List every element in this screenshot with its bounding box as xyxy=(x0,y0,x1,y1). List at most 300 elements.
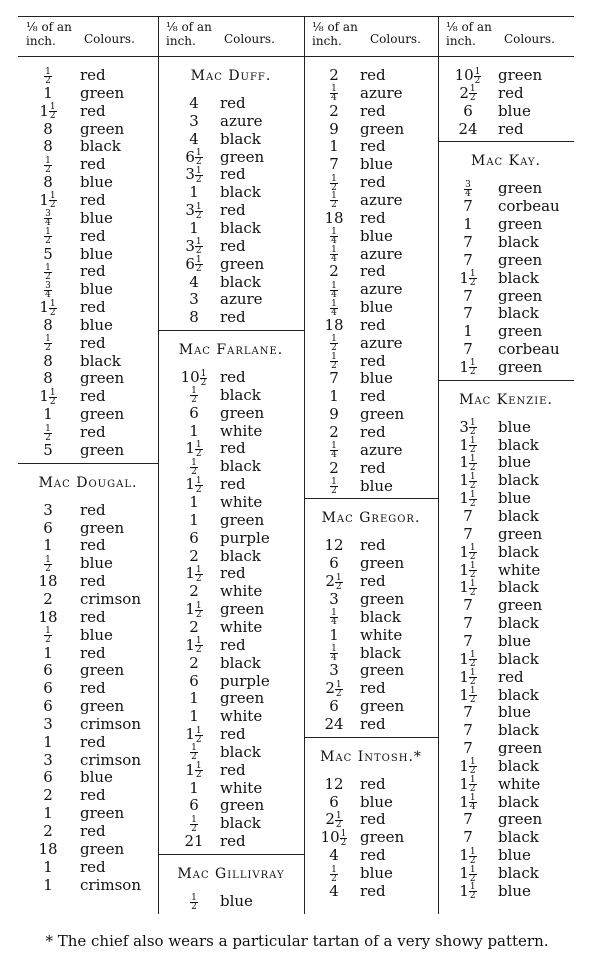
colour: black xyxy=(498,685,539,704)
quantity: 7 xyxy=(463,232,473,251)
tartan-row xyxy=(158,892,304,910)
tartan-row xyxy=(438,179,574,197)
clan-heading: Mac Gregor. xyxy=(321,510,421,527)
quantity xyxy=(312,608,356,627)
colour: black xyxy=(220,272,261,291)
tartan-row xyxy=(18,137,158,155)
tartan-row xyxy=(438,358,574,376)
tartan-row xyxy=(304,405,438,423)
fraction: $\frac{1}{2}$ xyxy=(45,227,51,247)
quantity: 1 $\frac{1}{2}$ xyxy=(459,667,476,688)
quantity xyxy=(172,814,216,833)
quantity: 1 xyxy=(463,322,473,341)
quantity: 9 xyxy=(329,405,339,424)
tartan-row xyxy=(438,102,574,120)
colour: red xyxy=(220,165,246,184)
quantity: 1 $\frac{1}{2}$ xyxy=(459,489,476,509)
colour: black xyxy=(220,742,261,761)
fraction: $\frac{1}{4}$ xyxy=(331,298,337,318)
tartan-row xyxy=(158,183,304,201)
quantity: 1 xyxy=(43,875,53,894)
colour: green xyxy=(220,510,265,529)
tartan-row xyxy=(18,519,158,537)
clan-heading: Mac Kay. xyxy=(471,153,541,170)
colour: red xyxy=(498,119,524,138)
quantity xyxy=(26,626,70,645)
tartan-row xyxy=(158,672,304,690)
quantity xyxy=(26,227,70,246)
tartan-row xyxy=(438,120,574,138)
tartan-row xyxy=(438,703,574,721)
quantity xyxy=(26,334,70,353)
fraction: $\frac{1}{2}$ xyxy=(45,262,51,282)
colour: green xyxy=(498,810,543,829)
colour: red xyxy=(360,810,386,829)
tartan-row xyxy=(18,501,158,519)
tartan-row xyxy=(18,786,158,804)
quantity: 2 xyxy=(189,653,199,672)
colour: azure xyxy=(220,290,263,309)
colour: purple xyxy=(220,528,270,547)
tartan-row xyxy=(304,590,438,608)
quantity: 2 xyxy=(329,423,339,441)
tartan-row xyxy=(18,697,158,715)
quantity: 1 $\frac{1}{2}$ xyxy=(459,578,476,598)
quantity: 10 $\frac{1}{2}$ xyxy=(454,66,481,86)
colour: red xyxy=(360,66,386,84)
tartan-row xyxy=(18,316,158,334)
tartan-row xyxy=(158,636,304,654)
tartan-row xyxy=(438,721,574,739)
quantity: 2 $\frac{1}{2}$ xyxy=(325,810,342,830)
colour: white xyxy=(498,774,541,793)
quantity: 6 xyxy=(463,101,473,120)
fraction: $\frac{1}{2}$ xyxy=(195,636,202,656)
colour: black xyxy=(220,457,261,476)
quantity: 1 xyxy=(189,183,199,202)
quantity: 1 $\frac{1}{2}$ xyxy=(459,268,476,289)
quantity: 6 xyxy=(329,697,339,716)
quantity: 4 xyxy=(189,272,199,291)
quantity: 4 xyxy=(189,94,199,112)
tartan-row xyxy=(438,793,574,811)
tartan-row xyxy=(304,262,438,280)
quantity: 6 $\frac{1}{2}$ xyxy=(185,147,202,168)
quantity: 7 xyxy=(463,614,473,633)
quantity: 7 xyxy=(463,828,473,847)
colour: red xyxy=(220,564,246,583)
tartan-row xyxy=(158,689,304,707)
quantity: 2 xyxy=(43,786,53,805)
colour: green xyxy=(360,589,405,608)
quantity: 1 xyxy=(463,215,473,234)
colour: red xyxy=(360,423,386,441)
tartan-row xyxy=(18,715,158,733)
fraction: $\frac{1}{2}$ xyxy=(49,298,56,318)
tartan-row xyxy=(304,369,438,387)
tartan-row xyxy=(158,564,304,582)
fraction: $\frac{1}{2}$ xyxy=(49,191,56,211)
quantity: 1 $\frac{1}{2}$ xyxy=(185,725,202,745)
tartan-row xyxy=(304,477,438,495)
tartan-row xyxy=(304,209,438,227)
section-rule xyxy=(158,854,304,855)
quantity xyxy=(312,334,356,353)
quantity: 7 xyxy=(463,596,473,615)
quantity xyxy=(26,280,70,299)
tartan-row xyxy=(158,707,304,725)
quantity: 3 $\frac{1}{2}$ xyxy=(459,417,476,438)
colour: azure xyxy=(360,83,403,102)
fraction: $\frac{3}{4}$ xyxy=(45,280,51,300)
fraction: $\frac{1}{2}$ xyxy=(195,761,202,781)
quantity: 6 xyxy=(189,671,199,690)
tartan-row xyxy=(18,209,158,227)
tartan-row xyxy=(438,632,574,650)
colour: blue xyxy=(80,208,113,227)
quantity xyxy=(312,644,356,663)
tartan-row xyxy=(304,280,438,298)
fraction: $\frac{1}{2}$ xyxy=(45,626,51,646)
fraction: $\frac{1}{2}$ xyxy=(331,352,337,372)
tartan-row xyxy=(18,822,158,840)
tartan-row xyxy=(304,536,438,554)
quantity: 1 $\frac{1}{4}$ xyxy=(459,792,476,813)
fraction: $\frac{1}{2}$ xyxy=(331,191,337,211)
fraction: $\frac{1}{4}$ xyxy=(331,608,337,628)
colour: blue xyxy=(80,768,113,787)
tartan-row xyxy=(158,618,304,636)
colour: green xyxy=(80,83,125,102)
colour: green xyxy=(498,596,543,615)
quantity: 1 $\frac{1}{2}$ xyxy=(39,101,56,122)
colour: azure xyxy=(360,190,403,209)
fraction: $\frac{1}{2}$ xyxy=(469,453,476,473)
colour: azure xyxy=(360,440,403,459)
colour: red xyxy=(498,83,524,102)
colour: red xyxy=(220,368,246,387)
tartan-row xyxy=(304,173,438,191)
fraction: $\frac{1}{2}$ xyxy=(469,489,476,509)
quantity: 1 xyxy=(189,218,199,237)
colour: red xyxy=(360,774,386,793)
colour: white xyxy=(220,582,263,601)
colour: blue xyxy=(360,864,393,882)
tartan-row xyxy=(304,423,438,441)
colour: red xyxy=(220,725,246,744)
column-1 xyxy=(18,8,158,914)
quantity: 3 xyxy=(329,661,339,680)
colour: blue xyxy=(498,101,531,120)
fraction: $\frac{1}{2}$ xyxy=(191,386,197,406)
quantity: 3 $\frac{1}{2}$ xyxy=(185,201,202,221)
colour: blue xyxy=(498,846,531,865)
fraction: $\frac{1}{4}$ xyxy=(331,280,337,300)
quantity: 2 xyxy=(43,589,53,608)
tartan-row xyxy=(18,334,158,352)
quantity xyxy=(26,209,70,228)
colour: blue xyxy=(360,226,393,245)
tartan-row xyxy=(158,201,304,219)
fraction: $\frac{1}{2}$ xyxy=(191,892,197,912)
fraction: $\frac{1}{2}$ xyxy=(469,686,476,705)
header-rule xyxy=(304,56,438,57)
quantity xyxy=(312,191,356,210)
section-rule xyxy=(158,330,304,331)
tartan-row xyxy=(18,572,158,590)
colours-header: Colours. xyxy=(504,32,555,46)
quantity: 3 xyxy=(43,714,53,733)
column-header xyxy=(438,20,574,60)
quantity: 1 $\frac{1}{2}$ xyxy=(39,298,56,318)
tartan-row xyxy=(304,84,438,102)
quantity: 7 xyxy=(463,721,473,740)
section-rule xyxy=(304,498,438,499)
column-header xyxy=(304,20,438,60)
quantity: 6 xyxy=(43,697,53,716)
quantity: 18 xyxy=(38,572,58,591)
fraction: $\frac{1}{2}$ xyxy=(45,423,51,443)
tartan-row xyxy=(18,369,158,387)
quantity: 1 $\frac{1}{2}$ xyxy=(185,439,202,459)
quantity: 3 xyxy=(43,750,53,769)
quantity: 1 xyxy=(43,405,53,424)
fraction: $\frac{1}{2}$ xyxy=(195,600,202,620)
tartan-row xyxy=(304,608,438,626)
colour: black xyxy=(498,756,539,775)
quantity: 1 $\frac{1}{2}$ xyxy=(459,864,476,884)
quantity: 1 xyxy=(189,493,199,511)
tartan-row xyxy=(304,352,438,370)
colour: green xyxy=(220,403,265,422)
colour: blue xyxy=(498,631,531,650)
fraction: $\frac{1}{2}$ xyxy=(331,334,337,354)
quantity: 6 xyxy=(189,403,199,422)
tartan-row xyxy=(158,654,304,672)
fraction: $\frac{1}{4}$ xyxy=(331,84,337,104)
quantity: 3 xyxy=(43,500,53,519)
colour: green xyxy=(220,254,265,273)
colour: red xyxy=(220,635,246,654)
tartan-row xyxy=(304,661,438,679)
quantity: 1 $\frac{1}{2}$ xyxy=(459,881,476,902)
tartan-row xyxy=(438,251,574,269)
quantity xyxy=(312,864,356,883)
colour: red xyxy=(360,262,386,281)
colour: blue xyxy=(498,881,531,900)
colour: black xyxy=(498,471,539,490)
tartan-row xyxy=(18,590,158,608)
column-4 xyxy=(438,8,574,914)
quantity: 1 $\frac{1}{2}$ xyxy=(459,471,476,491)
fraction: $\frac{1}{2}$ xyxy=(195,725,202,745)
colour: green xyxy=(80,119,125,138)
fraction: $\frac{1}{4}$ xyxy=(331,227,337,247)
quantity: 24 xyxy=(324,714,344,733)
quantity: 1 xyxy=(43,804,53,823)
tartan-row xyxy=(304,846,438,864)
tartan-row xyxy=(304,810,438,828)
quantity: 8 xyxy=(43,315,53,334)
tartan-row xyxy=(18,536,158,554)
quantity: 7 xyxy=(329,369,339,388)
fraction: $\frac{1}{2}$ xyxy=(469,650,476,670)
colour: green xyxy=(80,697,125,716)
colour: black xyxy=(220,385,261,404)
colour: green xyxy=(498,322,543,341)
quantity: 2 xyxy=(189,546,199,565)
tartan-row xyxy=(438,418,574,436)
tartan-row xyxy=(18,858,158,876)
quantity: 24 xyxy=(458,119,478,138)
quantity: 1 $\frac{1}{2}$ xyxy=(459,357,476,378)
colour: black xyxy=(498,232,539,251)
quantity: 8 xyxy=(43,137,53,156)
colour: black xyxy=(498,268,539,287)
tartan-row xyxy=(18,227,158,245)
quantity: 1 $\frac{1}{2}$ xyxy=(185,600,202,620)
colour: red xyxy=(80,262,106,281)
tartan-row xyxy=(304,793,438,811)
tartan-row xyxy=(438,287,574,305)
fraction: $\frac{1}{2}$ xyxy=(469,775,476,795)
colour: red xyxy=(360,137,386,156)
quantity: 4 xyxy=(329,881,339,900)
colour: red xyxy=(360,208,386,227)
quantity: 5 xyxy=(43,440,53,459)
tartan-row xyxy=(304,191,438,209)
fraction: $\frac{1}{2}$ xyxy=(335,679,342,699)
quantity: 2 xyxy=(189,582,199,601)
tartan-row xyxy=(304,775,438,793)
quantity: 2 xyxy=(329,101,339,120)
tartan-row xyxy=(18,173,158,191)
tartan-row xyxy=(304,298,438,316)
tartan-row xyxy=(158,475,304,493)
quantity: 7 xyxy=(463,304,473,323)
quantity: 7 xyxy=(463,507,473,525)
colour: red xyxy=(80,643,106,662)
tartan-row xyxy=(158,273,304,291)
colour: green xyxy=(80,804,125,823)
tartan-row xyxy=(438,304,574,322)
tartan-row xyxy=(18,751,158,769)
inch-header: ⅛ of an inch. xyxy=(26,20,72,48)
tartan-row xyxy=(158,308,304,326)
tartan-row xyxy=(158,130,304,148)
colour: white xyxy=(220,778,263,797)
tartan-row xyxy=(158,796,304,814)
tartan-row xyxy=(18,626,158,644)
colour: blue xyxy=(80,173,113,192)
quantity: 1 $\frac{1}{2}$ xyxy=(39,387,56,407)
colour: black xyxy=(80,351,121,370)
tartan-row xyxy=(18,155,158,173)
colour: black xyxy=(498,721,539,740)
quantity: 18 xyxy=(324,208,344,227)
tartan-row xyxy=(18,102,158,120)
colour: green xyxy=(80,518,125,537)
column-header xyxy=(158,20,304,60)
colour: red xyxy=(220,832,246,851)
colour: green xyxy=(360,554,405,573)
tartan-row xyxy=(438,614,574,632)
colour: red xyxy=(360,846,386,865)
colour: red xyxy=(80,857,106,876)
colour: corbeau xyxy=(498,340,560,359)
quantity: 3 xyxy=(329,589,339,608)
quantity: 2 $\frac{1}{2}$ xyxy=(325,679,342,699)
tartan-row xyxy=(304,554,438,572)
fraction: $\frac{1}{2}$ xyxy=(331,173,337,193)
tartan-row xyxy=(158,112,304,130)
quantity: 2 $\frac{1}{2}$ xyxy=(325,572,342,592)
colour: corbeau xyxy=(498,197,560,216)
colour: purple xyxy=(220,671,270,690)
colour: crimson xyxy=(80,750,141,769)
colour: green xyxy=(498,524,543,543)
quantity: 1 xyxy=(189,689,199,708)
quantity: 1 xyxy=(43,857,53,876)
quantity: 7 xyxy=(463,286,473,305)
colour: red xyxy=(80,155,106,174)
quantity: 3 xyxy=(189,290,199,309)
fraction: $\frac{1}{2}$ xyxy=(469,561,476,581)
clan-heading: Mac Farlane. xyxy=(178,342,284,359)
fraction: $\frac{1}{2}$ xyxy=(195,148,202,168)
fraction: $\frac{1}{2}$ xyxy=(45,66,51,86)
colour: green xyxy=(360,119,405,138)
colour: red xyxy=(220,236,246,255)
quantity: 21 xyxy=(184,832,204,851)
fraction: $\frac{1}{2}$ xyxy=(469,436,476,456)
tartan-row xyxy=(304,644,438,662)
quantity: 7 xyxy=(463,524,473,543)
tartan-row xyxy=(158,457,304,475)
tartan-table xyxy=(18,8,574,914)
quantity xyxy=(172,892,216,911)
tartan-row xyxy=(438,775,574,793)
colour: red xyxy=(80,822,106,840)
quantity: 4 xyxy=(189,129,199,148)
tartan-row xyxy=(158,290,304,308)
quantity: 8 xyxy=(43,351,53,370)
quantity: 1 $\frac{1}{2}$ xyxy=(459,685,476,705)
quantity: 18 xyxy=(38,839,58,858)
quantity: 1 xyxy=(43,732,53,751)
colour: red xyxy=(360,315,386,334)
quantity: 2 xyxy=(329,458,339,477)
fraction: $\frac{1}{4}$ xyxy=(331,245,337,264)
colour: red xyxy=(360,679,386,698)
colour: red xyxy=(80,607,106,626)
quantity: 6 xyxy=(43,518,53,537)
tartan-row xyxy=(438,525,574,543)
quantity xyxy=(172,743,216,762)
quantity: 6 xyxy=(43,768,53,787)
tartan-row xyxy=(438,864,574,882)
quantity: 7 xyxy=(463,703,473,722)
colour: azure xyxy=(220,111,263,130)
tartan-row xyxy=(304,120,438,138)
tartan-row xyxy=(158,600,304,618)
tartan-row xyxy=(304,715,438,733)
column-header xyxy=(18,20,158,60)
colour: black xyxy=(220,546,261,565)
fraction: $\frac{3}{4}$ xyxy=(45,209,51,229)
tartan-row xyxy=(438,668,574,686)
quantity xyxy=(26,155,70,174)
